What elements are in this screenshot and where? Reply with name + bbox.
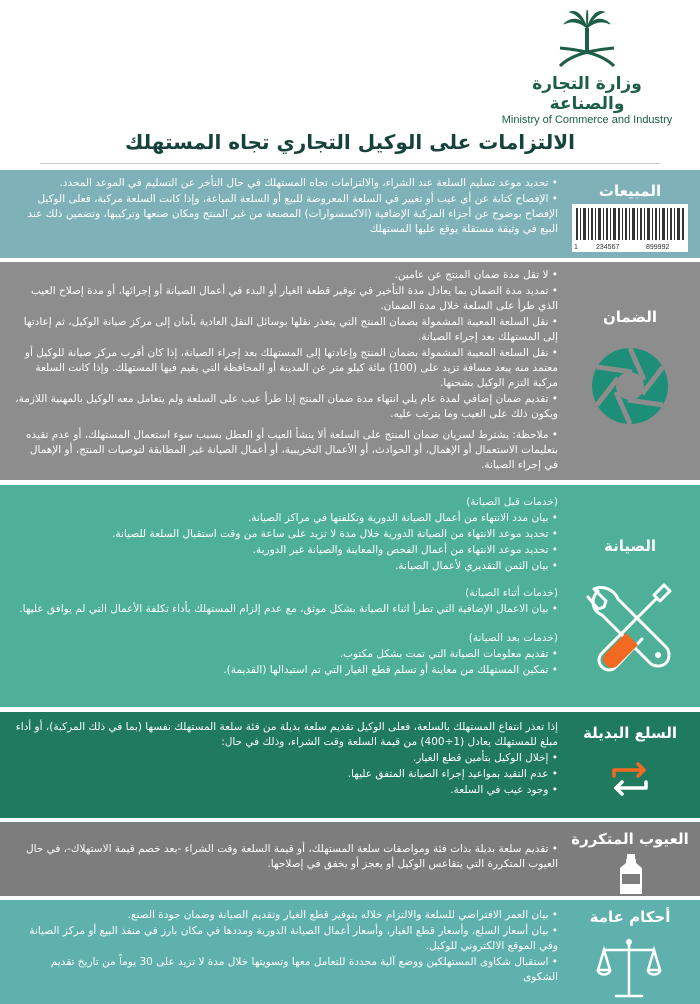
defects-label: العيوب المتكررة: [571, 830, 689, 848]
list-item: • بيان أسعار السلع، وأسعار قطع الغيار، وأسعار أعمال الصيانة الدورية ومددها في مكان بارز في منفذ البيع أو مركز الصيانة وفي الموقع الالكتروني للوكيل.: [14, 924, 558, 954]
maintenance-body: [14, 495, 558, 679]
barcode-digit-left: 1: [574, 244, 578, 251]
replacement-label: السلع البديلة: [582, 724, 678, 742]
scales-of-justice-icon: [596, 936, 662, 1002]
wrench-screwdriver-icon: [586, 577, 674, 673]
sales-label: المبيعات: [598, 182, 662, 200]
list-item: • تمكين المستهلك من معاينة أو تسلم قطع الغيار التي تم استبدالها (القديمة).: [14, 663, 558, 678]
list-item: • نقل السلعة المعيبة المشمولة بضمان المنتج التي يتعذر نقلها بوسائل النقل العادية بأمان إلى مركز صيانة الوكيل، ثم إعادتها إلى المستهلك بعد إجراء الصيانة.: [14, 315, 558, 345]
page-title-bar: [0, 126, 700, 164]
palm-swords-emblem-icon: [552, 10, 622, 72]
list-item: • تمديد مدة الضمان بما يعادل مدة التأخير في توفير قطعة الغيار أو البدء في أعمال الصيانة أو إجرائها، أو مدة إصلاح العيب الذي طرأ على السلعة خلال مدة الضمان.: [14, 284, 558, 314]
ministry-logo: [492, 10, 682, 126]
maintenance-after-title: (خدمات بعد الصيانة): [468, 632, 558, 644]
barcode-digits-right: 899992: [646, 244, 670, 251]
replacement-intro: إذا تعذر انتفاع المستهلك بالسلعة، فعلى الوكيل تقديم سلعة بديلة من فئة سلعة المستهلك نفسها (بما في ذلك المركبة)، أو أداء مبلغ للمستهلك يعادل (1÷400) من قيمة السلعة وقت الشراء، وذلك في حال:: [15, 721, 558, 748]
list-item: • الإفصاح كتابة عن أي عيب أو تغيير في السلعة المعروضة للبيع أو السلعة المباعة، وإذا كانت السلعة مركبة، فعلى الوكيل الإفصاح بوضوح عن أجزاء المركبة الإضافية (الاكسسوارات) المصنعة من غير المنتج ومكان صنعها وتركيبها، وتضمين ذلك عند البيع في وثيقة مستقلة يوقع عليها المستهلك: [14, 192, 558, 237]
warranty-body: [14, 268, 558, 474]
list-item: • استقبال شكاوى المستهلكين ووضع آلية محددة للتعامل معها وتسويتها خلال مدة لا تزيد على 30 يوماً من تاريخ تقديم الشكوى: [14, 955, 558, 985]
swap-arrows-icon: [610, 762, 650, 796]
maintenance-label: الصيانة: [603, 537, 657, 555]
general-label: أحكام عامة: [589, 908, 671, 926]
warranty-label: الضمان: [602, 308, 658, 326]
general-body: [14, 908, 558, 986]
warranty-note: • ملاحظة: يشترط لسريان ضمان المنتج على السلعة ألا ينشأ العيب أو العطل بسبب سوء استعمال المستهلك، أو عدم تقيده بتعليمات الاستعمال أو الإهمال، أو الحوادث، أو الأعمال التخريبية، أو أعمال الصيانة غير المطابقة لتوصيات المنتج، أو الإهمال في إجراء الصيانة.: [14, 428, 558, 473]
defects-body: [14, 842, 558, 873]
list-item: • تحديد موعد تسليم السلعة عند الشراء، والالتزامات تجاه المستهلك في حال التأخر عن التسليم في الموعد المحدد.: [14, 176, 558, 191]
maintenance-during-title: (خدمات أثناء الصيانة): [465, 587, 558, 599]
maintenance-before-title: (خدمات قبل الصيانة): [466, 496, 558, 508]
barcode-digits-mid: 234567: [596, 244, 620, 251]
list-item: • عدم التقيد بمواعيد إجراء الصيانة المتفق عليها.: [14, 767, 558, 782]
list-item: • تقديم سلعة بديلة بذات فئة ومواصفات سلعة المستهلك، أو قيمة السلعة وقت الشراء -بعد خصم قيمة الاستهلاك-، في حال العيوب المتكررة التي يتقاعس الوكيل أو يعجز أو يخفق في إصلاحها.: [14, 842, 558, 872]
list-item: • تقديم معلومات الصيانة التي تمت بشكل مكتوب.: [14, 647, 558, 662]
barcode-icon: [572, 204, 688, 252]
list-item: • بيان مدد الانتهاء من أعمال الصيانة الدورية وتكلفتها في مراكز الصيانة.: [14, 511, 558, 526]
header: [0, 0, 700, 126]
bottle-icon: [618, 854, 644, 894]
section-maintenance: [0, 485, 700, 707]
section-general-provisions: [0, 900, 700, 1004]
section-sales: [0, 170, 700, 258]
list-item: • تحديد موعد الانتهاء من أعمال الفحص والمعاينة والصيانة غير الدورية.: [14, 543, 558, 558]
title-divider: [40, 163, 660, 164]
replacement-body: [14, 720, 558, 799]
camera-aperture-icon: [588, 344, 672, 428]
list-item: • بيان العمر الافتراضي للسلعة والالتزام خلاله بتوفير قطع الغيار وتقديم الصيانة وضمان جودة الصنع.: [14, 908, 558, 923]
logo-english-text: Ministry of Commerce and Industry: [501, 114, 673, 126]
logo-arabic-text: وزارة التجارة والصناعة: [532, 74, 642, 114]
sales-body: [14, 176, 558, 238]
page-title: الالتزامات على الوكيل التجاري تجاه المستهلك: [125, 130, 575, 154]
section-replacement: [0, 712, 700, 818]
list-item: • وجود عيب في السلعة.: [14, 783, 558, 798]
list-item: • إخلال الوكيل بتأمين قطع الغيار.: [14, 751, 558, 766]
list-item: • بيان الاعمال الإضافية التي تطرأ اثناء الصيانة بشكل موثق، مع عدم إلزام المستهلك بأداء تكلفة الأعمال التي لم يوافق عليها.: [14, 602, 558, 617]
list-item: • بيان الثمن التقديري لأعمال الصيانة.: [14, 559, 558, 574]
list-item: • لا تقل مدة ضمان المنتج عن عامين.: [14, 268, 558, 283]
section-recurring-defects: [0, 822, 700, 896]
list-item: • تقديم ضمان إضافي لمدة عام يلي انتهاء مدة ضمان المنتج إذا طرأ عيب على السلعة ولم يتعامل معه الوكيل بالمهنية اللازمة، ويكون ذلك على العيب وما يترتب عليه.: [14, 392, 558, 422]
list-item: • تحديد موعد الانتهاء من الصيانة الدورية خلال مدة لا تزيد على ساعة من وقت استقبال السلعة للصيانة.: [14, 527, 558, 542]
list-item: • نقل السلعة المعيبة المشمولة بضمان المنتج وإعادتها إلى المستهلك بعد إجراء الصيانة، إذا كان أقرب مركز صيانة للوكيل أو معتمد منه يبعد مسافة تزيد على (100) مائة كيلو متر عن المدينة أو المحافظة التي يقيم فيها المستهلك. وإذا كانت السلعة مركبة التزم الوكيل بشحنها.: [14, 346, 558, 391]
section-warranty: [0, 262, 700, 480]
